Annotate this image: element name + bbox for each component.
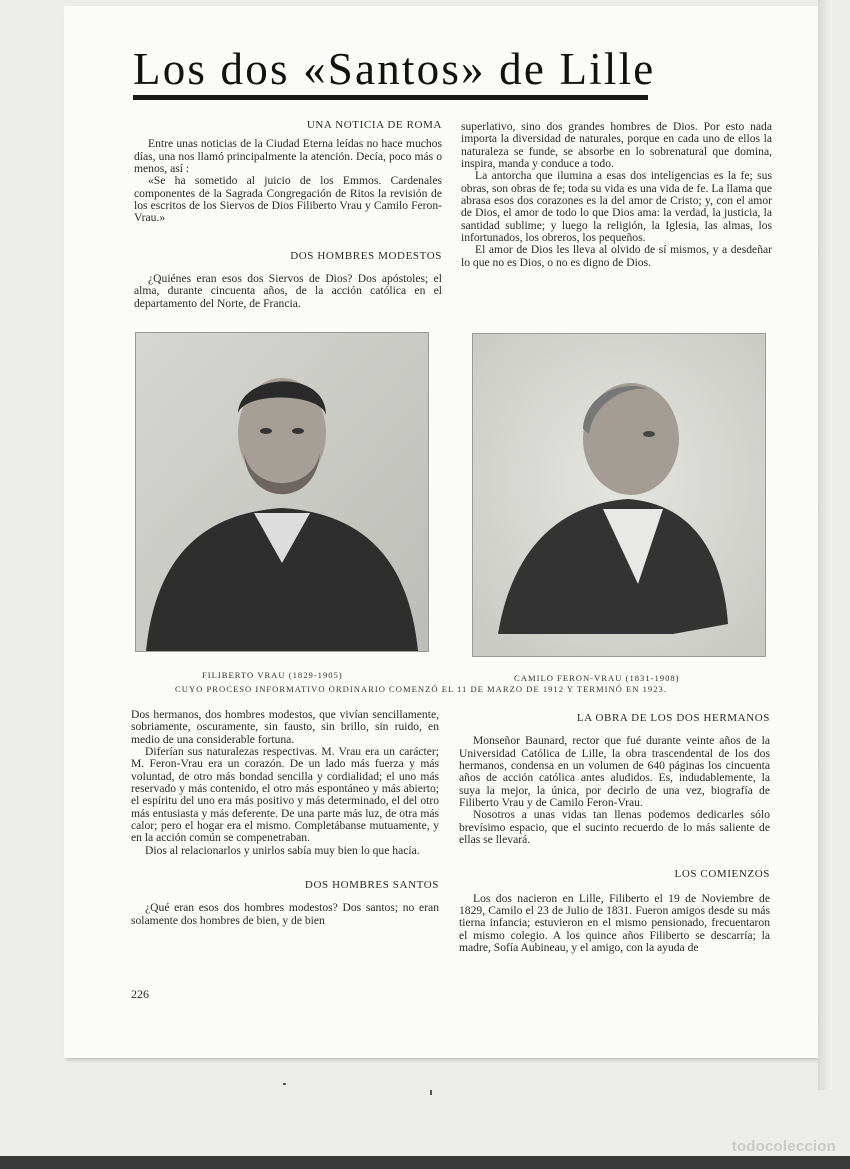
caption-right: CAMILO FERON-VRAU (1831-1908)	[514, 673, 680, 683]
left-column-bottom	[131, 709, 439, 927]
portrait-image	[473, 334, 765, 656]
watermark-logo: todocoleccion	[731, 1138, 836, 1155]
paragraph: Monseñor Baunard, rector que fué durante veinte años de la Universidad Católica de Lille, la obra trascendental de los dos hermanos, condensa en un volumen de 640 páginas los cincuenta años de acción católica antes aludidos. Es, indudablemente, la suya la mejor, la única, por decirlo de una vez, biografía de Filiberto Vrau y de Camilo Feron-Vrau.	[459, 734, 770, 810]
paragraph: Entre unas noticias de la Ciudad Eterna leídas no hace muchos días, una nos llamó principalmente la atención. Decía, poco más o menos, así :	[134, 137, 442, 176]
paragraph: ¿Qué eran esos dos hombres modestos? Dos santos; no eran solamente dos hombres de bien, y de bien	[131, 901, 439, 927]
portrait-image	[136, 333, 428, 651]
speck	[430, 1090, 432, 1095]
portrait-camilo-feron-vrau	[472, 333, 766, 657]
right-column-bottom	[459, 712, 770, 955]
section-heading-obra: LA OBRA DE LOS DOS HERMANOS	[576, 712, 770, 724]
paragraph: La antorcha que ilumina a esas dos inteligencias es la fe; sus obras, son obras de fe; toda su vida es una vida de fe. La llama que abrasa esos dos corazones es la del amor de Cristo; y, con el amor de Dios, el amor de todo lo que Dios ama: la verdad, la justicia, la santidad sublime; y luego la religión, la Iglesia, las almas, los infortunados, los obreros, los pequeños.	[461, 169, 772, 245]
caption-bottom: CUYO PROCESO INFORMATIVO ORDINARIO COMENZÓ EL 11 DE MARZO DE 1912 Y TERMINÓ EN 1923.	[175, 684, 667, 694]
title-rule	[133, 95, 648, 100]
paragraph: Nosotros a unas vidas tan llenas podemos dedicarles sólo brevísimo espacio, que el sucinto recuerdo de lo más saliente de ellas se llevará.	[459, 808, 770, 847]
page-edge	[818, 0, 832, 1090]
portrait-filiberto-vrau	[135, 332, 429, 652]
article-title: Los dos «Santos» de Lille	[133, 44, 656, 94]
left-column-top	[134, 119, 442, 310]
caption-left: FILIBERTO VRAU (1829-1905)	[202, 670, 343, 680]
page-number: 226	[131, 987, 149, 1001]
speck	[283, 1083, 286, 1085]
paragraph: Los dos nacieron en Lille, Filiberto el 19 de Noviembre de 1829, Camilo el 23 de Julio de 1831. Fueron amigos desde su más tierna infancia; estuvieron en el mismo pensionado, frecuentaron el mismo colegio. A los quince años Filiberto se descarría; la madre, Sofía Aubineau, y el amigo, con la ayuda de	[459, 891, 770, 955]
section-heading-modestos: DOS HOMBRES MODESTOS	[290, 249, 442, 262]
paragraph: Dios al relacionarlos y unirlos sabía muy bien lo que hacía.	[145, 843, 420, 857]
paragraph: Diferían sus naturalezas respectivas. M. Vrau era un carácter; M. Feron-Vrau era un corazón. De un lado más fuerza y más voluntad, de otro más bondad sencilla y cordialidad; el uno más reservado y más contenido, el otro más espontáneo y más abierto; el espíritu del uno era más positivo y más determinado, el del otro más entusiasta y más deferente. De una parte más luz, de otra más calor; pero el hogar era el mismo. Completábanse mutuamente, y en la acción común se compenetraban.	[131, 745, 439, 845]
section-heading-comienzos: LOS COMIENZOS	[674, 868, 770, 881]
paragraph: superlativo, sino dos grandes hombres de Dios. Por esto nada importa la diversidad de naturales, porque en cada uno de ellos la naturaleza se funde, se absorbe en lo sobrenatural que domina, inspira, manda y conduce a todo.	[461, 120, 772, 171]
paragraph: El amor de Dios les lleva al olvido de sí mismos, y a desdeñar lo que no es Dios, o no es digno de Dios.	[461, 243, 772, 269]
section-heading-santos: DOS HOMBRES SANTOS	[304, 879, 439, 892]
paragraph: ¿Quiénes eran esos dos Siervos de Dios? Dos apóstoles; el alma, durante cincuenta años, de la acción católica en el departamento del Norte, de Francia.	[134, 272, 442, 310]
paragraph: «Se ha sometido al juicio de los Emmos. Cardenales componentes de la Sagrada Congregación de Ritos la revisión de los escritos de los Siervos de Dios Filiberto Vrau y Camilo Feron-Vrau.»	[134, 174, 442, 225]
right-column-top	[461, 121, 772, 269]
paragraph: Dos hermanos, dos hombres modestos, que vivían sencillamente, sobriamente, oscuramente, sin fausto, sin brillo, sin ruido, en medio de una considerable fortuna.	[131, 708, 439, 746]
section-heading-roma: UNA NOTICIA DE ROMA	[306, 119, 442, 131]
bottom-strip	[0, 1156, 850, 1169]
